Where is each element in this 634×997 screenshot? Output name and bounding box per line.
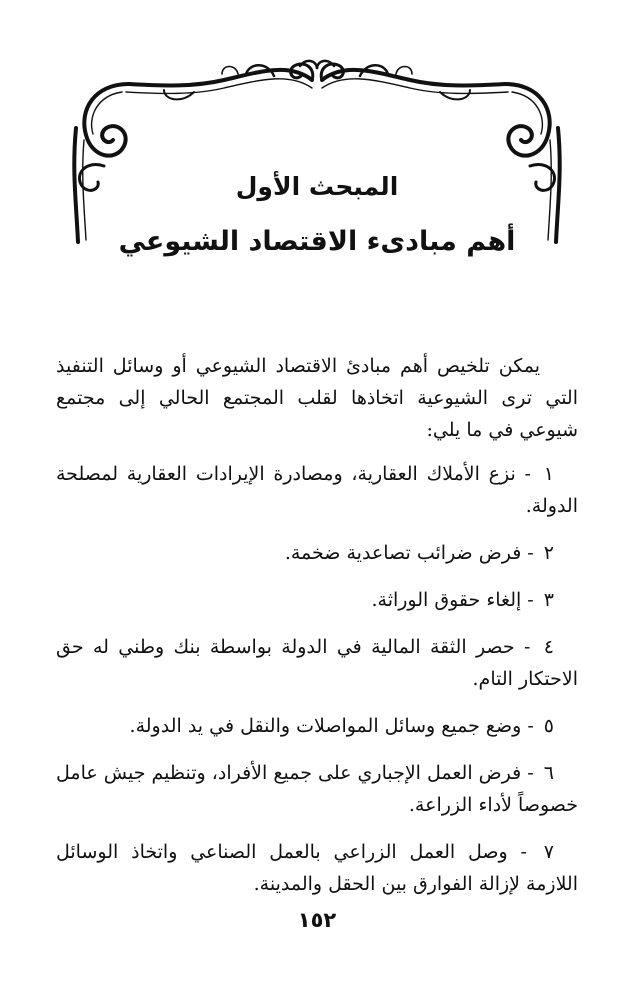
list-item bbox=[56, 757, 578, 821]
list-item bbox=[56, 537, 578, 569]
chapter-title: المبحث الأول bbox=[235, 172, 399, 201]
decorative-scroll-frame-icon bbox=[0, 0, 634, 260]
item-number: ١ bbox=[543, 463, 554, 485]
item-number: ٥ bbox=[543, 715, 554, 737]
item-text: - فرض ضرائب تصاعدية ضخمة. bbox=[284, 542, 534, 564]
item-number: ٦ bbox=[543, 762, 555, 784]
item-number: ٣ bbox=[543, 589, 554, 611]
list-item bbox=[56, 836, 578, 900]
body-text bbox=[56, 350, 578, 915]
item-text: - إلغاء حقوق الوراثة. bbox=[371, 589, 534, 611]
list-item bbox=[56, 710, 578, 742]
item-number: ٤ bbox=[543, 636, 554, 658]
item-text: - نزع الأملاك العقارية، ومصادرة الإيرادات العقارية لمصلحة الدولة. bbox=[56, 463, 578, 517]
intro-paragraph: يمكن تلخيص أهم مبادئ الاقتصاد الشيوعي أو وسائل التنفيذ التي ترى الشيوعية اتخاذها لقلب المجتمع الحالي إلى مجتمع شيوعي في ما يلي: bbox=[56, 355, 578, 441]
item-number: ٧ bbox=[543, 841, 554, 863]
list-item bbox=[56, 458, 578, 522]
item-number: ٢ bbox=[543, 542, 554, 564]
item-text: - فرض العمل الإجباري على جميع الأفراد، وتنظيم جيش عامل خصوصاً لأداء الزراعة. bbox=[56, 762, 578, 816]
item-text: - وصل العمل الزراعي بالعمل الصناعي واتخاذ الوسائل اللازمة لإزالة الفوارق بين الحقل والمدينة. bbox=[56, 841, 578, 895]
item-text: - حصر الثقة المالية في الدولة بواسطة بنك وطني له حق الاحتكار التام. bbox=[56, 636, 578, 690]
list-item bbox=[56, 584, 578, 616]
main-title: أهم مبادىء الاقتصاد الشيوعي bbox=[118, 226, 516, 257]
page-number: ١٥٢ bbox=[297, 908, 337, 932]
item-text: - وضع جميع وسائل المواصلات والنقل في يد الدولة. bbox=[129, 715, 534, 737]
list-item bbox=[56, 631, 578, 695]
